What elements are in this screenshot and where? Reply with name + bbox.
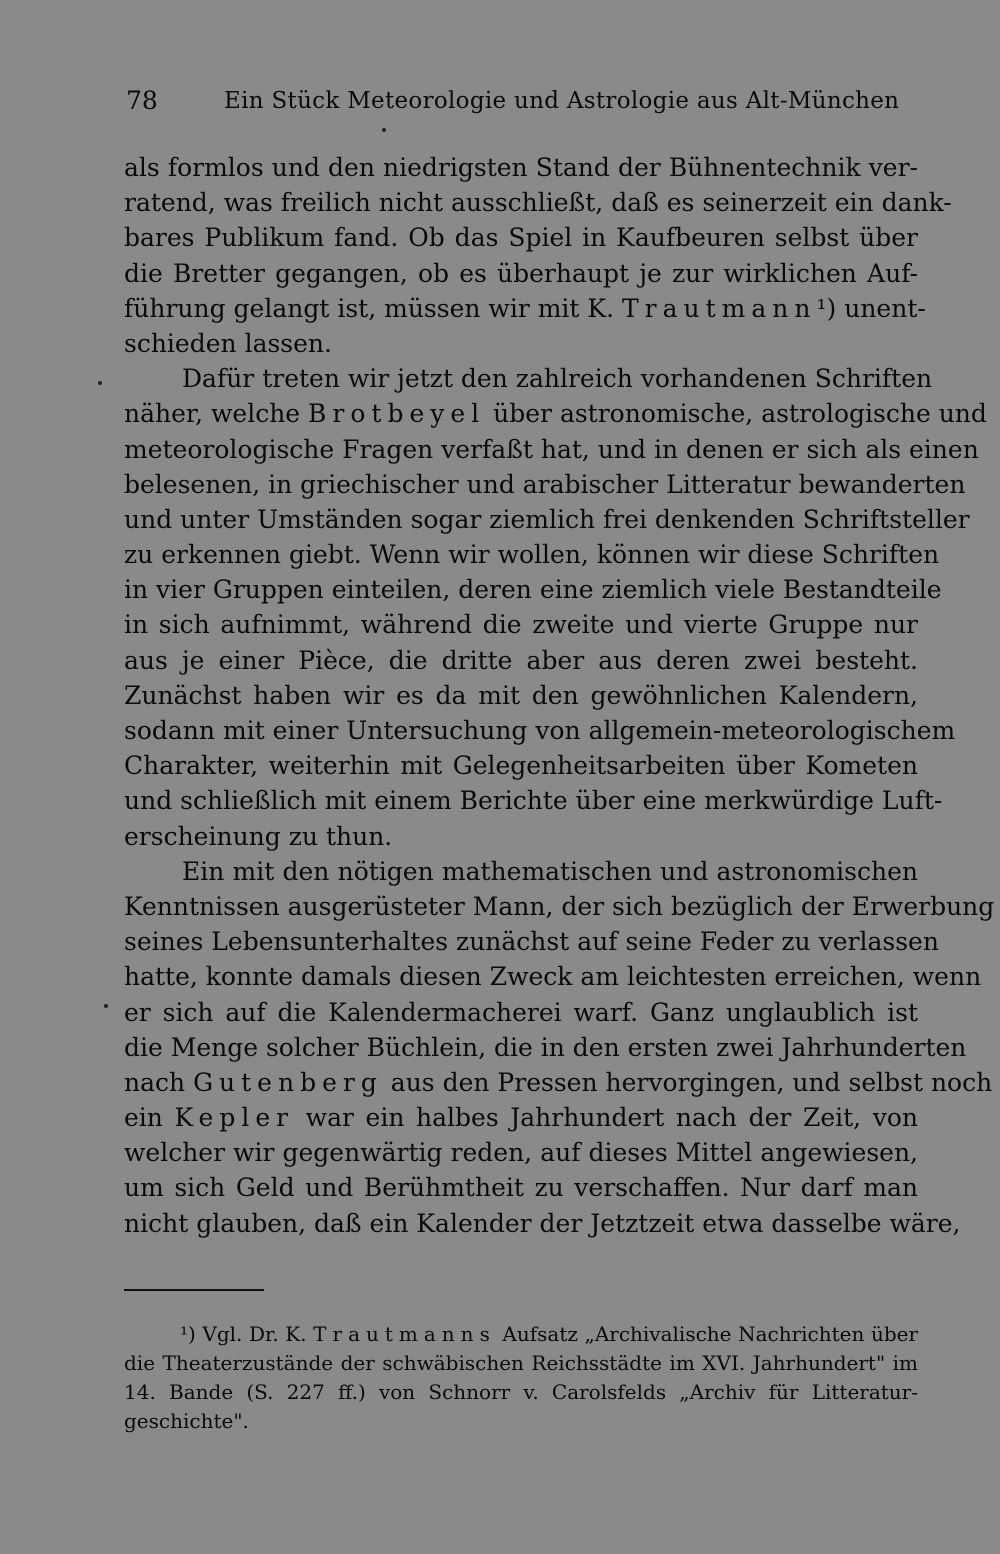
text-segment: über astronomische, astrologische und <box>493 399 987 429</box>
text-segment: aus den Pressen hervorgingen, und selbst noch <box>390 1067 993 1097</box>
text-line: zu erkennen giebt. Wenn wir wollen, können wir diese Schriften <box>124 540 940 570</box>
text-line: die Bretter gegangen, ob es überhaupt je zur wirklichen Auf- <box>124 258 918 288</box>
text-line: Charakter, weiterhin mit Gelegenheitsarbeiten über Kometen <box>124 751 918 781</box>
text-segment: ein <box>124 1103 163 1133</box>
text-segment: führung gelangt ist, müssen wir mit K. <box>124 293 615 323</box>
footnote-line: die Theaterzustände der schwäbischen Reichsstädte im XVI. Jahrhundert" im <box>124 1351 918 1375</box>
text-line: und schließlich mit einem Berichte über eine merkwürdige Luft- <box>124 786 943 816</box>
author-name-spaced: Trautmann <box>622 293 817 323</box>
text-segment: war ein halbes Jahrhundert nach der Zeit, von <box>305 1103 918 1133</box>
text-line: hatte, konnte damals diesen Zweck am leichtesten erreichen, wenn <box>124 962 982 992</box>
text-line: die Menge solcher Büchlein, die in den ersten zwei Jahrhunderten <box>124 1032 967 1062</box>
running-title: Ein Stück Meteorologie und Astrologie aus Alt-München <box>224 88 900 114</box>
text-line: seines Lebensunterhaltes zunächst auf seine Feder zu verlassen <box>124 927 939 957</box>
author-name-spaced: Brotbeyel <box>308 399 486 429</box>
text-line: in sich aufnimmt, während die zweite und vierte Gruppe nur <box>124 610 918 640</box>
text-segment: ¹) unent- <box>816 293 926 323</box>
page-header <box>126 86 916 122</box>
text-line: welcher wir gegenwärtig reden, auf dieses Mittel angewiesen, <box>124 1138 918 1168</box>
scan-speck <box>104 1004 108 1008</box>
footnote <box>124 1320 918 1436</box>
text-line: erscheinung zu thun. <box>124 821 393 851</box>
text-segment: nach <box>124 1067 186 1097</box>
footnote-line <box>124 1320 918 1349</box>
text-line: als formlos und den niedrigsten Stand der Bühnentechnik ver- <box>124 153 918 182</box>
text-line: Dafür treten wir jetzt den zahlreich vorhandenen Schriften <box>182 364 933 394</box>
author-name-spaced: Trautmanns <box>313 1322 496 1346</box>
text-line: ratend, was freilich nicht ausschließt, daß es seinerzeit ein dank- <box>124 188 952 218</box>
footnote-line: geschichte". <box>124 1409 249 1433</box>
text-line: aus je einer Pièce, die dritte aber aus deren zwei besteht. <box>124 645 918 675</box>
text-line: Ein mit den nötigen mathematischen und astronomischen <box>182 856 918 886</box>
page-number: 78 <box>126 86 158 115</box>
text-line <box>124 396 987 431</box>
text-line: bares Publikum fand. Ob das Spiel in Kaufbeuren selbst über <box>124 223 918 253</box>
text-line: nicht glauben, daß ein Kalender der Jetztzeit etwa dasselbe wäre, <box>124 1208 961 1238</box>
text-line: schieden lassen. <box>124 328 332 358</box>
text-line: Kenntnissen ausgerüsteter Mann, der sich bezüglich der Erwerbung <box>124 891 995 921</box>
text-line: und unter Umständen sogar ziemlich frei denkenden Schriftsteller <box>124 504 970 534</box>
text-segment: Aufsatz „Archivalische Nachrichten über <box>502 1322 919 1346</box>
text-line: Zunächst haben wir es da mit den gewöhnlichen Kalendern, <box>124 680 918 710</box>
text-line <box>124 291 926 326</box>
text-line: sodann mit einer Untersuchung von allgemein-meteorologischem <box>124 716 956 745</box>
text-line: in vier Gruppen einteilen, deren eine ziemlich viele Bestandteile <box>124 575 942 605</box>
scan-speck <box>382 128 386 132</box>
text-segment: näher, welche <box>124 399 301 429</box>
footnote-divider <box>124 1289 264 1291</box>
text-line <box>124 1065 993 1100</box>
text-line: belesenen, in griechischer und arabischer Litteratur bewanderten <box>124 469 966 499</box>
text-line <box>124 1100 918 1135</box>
text-line: meteorologische Fragen verfaßt hat, und in denen er sich als einen <box>124 434 979 464</box>
author-name-spaced: Kepler <box>174 1103 295 1133</box>
text-segment: ¹) Vgl. Dr. K. <box>180 1322 307 1346</box>
scan-speck <box>98 381 102 385</box>
footnote-line: 14. Bande (S. 227 ff.) von Schnorr v. Carolsfelds „Archiv für Litteratur- <box>124 1380 918 1404</box>
author-name-spaced: Gutenberg <box>193 1067 383 1097</box>
text-line: er sich auf die Kalendermacherei warf. Ganz unglaublich ist <box>124 997 918 1027</box>
text-line: um sich Geld und Berühmtheit zu verschaffen. Nur darf man <box>124 1173 918 1203</box>
main-text <box>124 150 995 1241</box>
